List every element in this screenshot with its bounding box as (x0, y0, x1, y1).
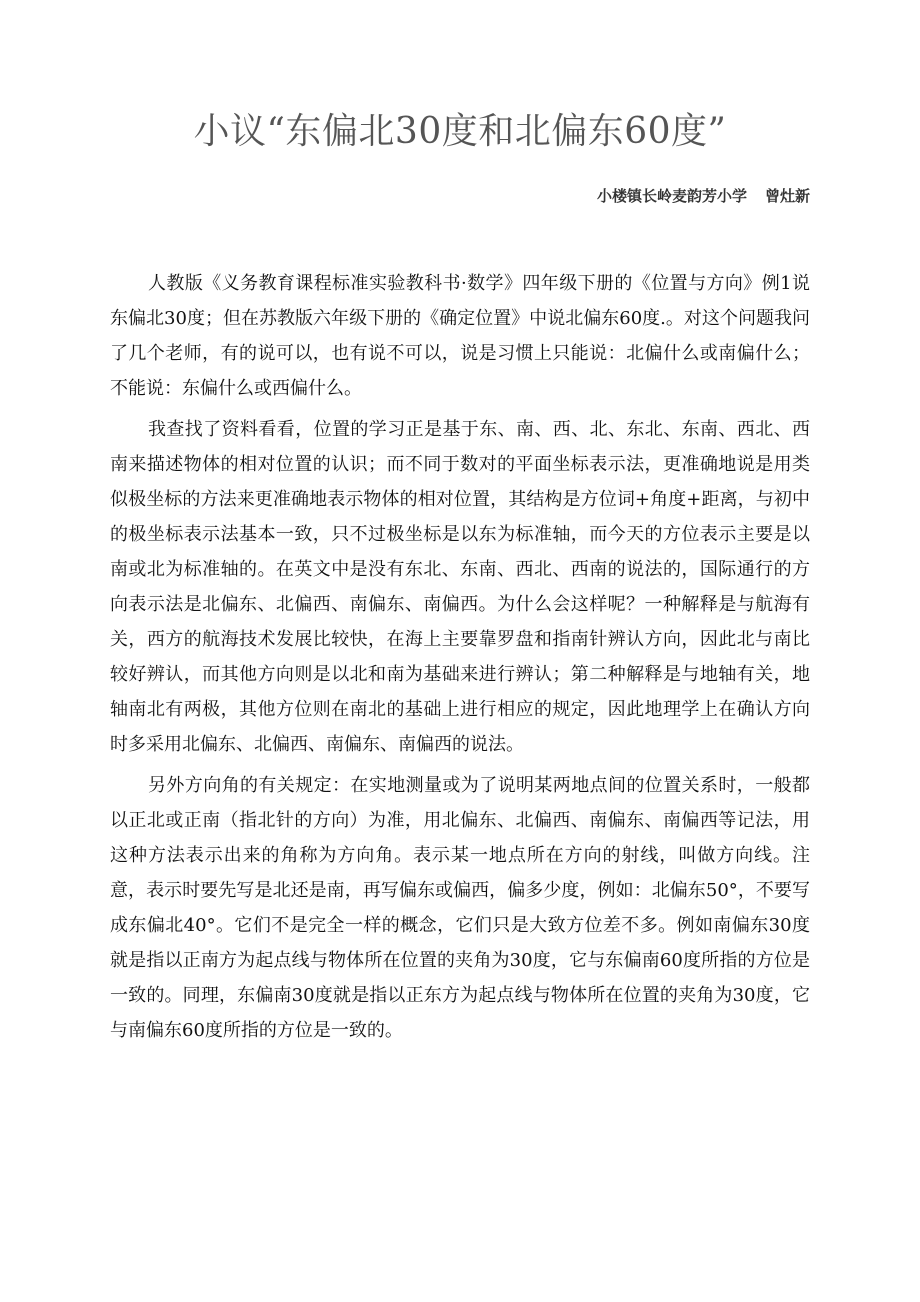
paragraph-2: 我查找了资料看看，位置的学习正是基于东、南、西、北、东北、东南、西北、西南来描述物体的相对位置的认识；而不同于数对的平面坐标表示法，更准确地说是用类似极坐标的方法来更准确地表示物体的相对位置，其结构是方位词+角度+距离，与初中的极坐标表示法基本一致，只不过极坐标是以东为标准轴，而今天的方位表示主要是以南或北为标准轴的。在英文中是没有东北、东南、西北、西南的说法的，国际通行的方向表示法是北偏东、北偏西、南偏东、南偏西。为什么会这样呢？一种解释是与航海有关，西方的航海技术发展比较快，在海上主要靠罗盘和指南针辨认方向，因此北与南比较好辨认，而其他方向则是以北和南为基础来进行辨认；第二种解释是与地轴有关，地轴南北有两极，其他方位则在南北的基础上进行相应的规定，因此地理学上在确认方向时多采用北偏东、北偏西、南偏东、南偏西的说法。 (110, 419, 810, 755)
document-title: 小议“东偏北30度和北偏东60度” (193, 111, 727, 152)
author-school: 小楼镇长岭麦韵芳小学 (596, 187, 747, 205)
paragraph-3: 另外方向角的有关规定：在实地测量或为了说明某两地点间的位置关系时，一般都以正北或正南（指北针的方向）为准，用北偏东、北偏西、南偏东、南偏西等记法，用这种方法表示出来的角称为方向角。表示某一地点所在方向的射线，叫做方向线。注意，表示时要先写是北还是南，再写偏东或偏西，偏多少度，例如：北偏东50°，不要写成东偏北40°。它们不是完全一样的概念，它们只是大致方位差不多。例如南偏东30度就是指以正南方为起点线与物体所在位置的夹角为30度，它与东偏南60度所指的方位是一致的。同理，东偏南30度就是指以正东方为起点线与物体所在位置的夹角为30度，它与南偏东60度所指的方位是一致的。 (110, 775, 810, 1041)
author-line (0, 184, 810, 208)
author-name: 曾灶新 (764, 187, 810, 205)
paragraph-1: 人教版《义务教育课程标准实验教科书·数学》四年级下册的《位置与方向》例1说东偏北30度；但在苏教版六年级下册的《确定位置》中说北偏东60度.。对这个问题我问了几个老师，有的说可以，也有说不可以，说是习惯上只能说：北偏什么或南偏什么；不能说：东偏什么或西偏什么。 (110, 273, 810, 399)
document-body (110, 266, 810, 1054)
